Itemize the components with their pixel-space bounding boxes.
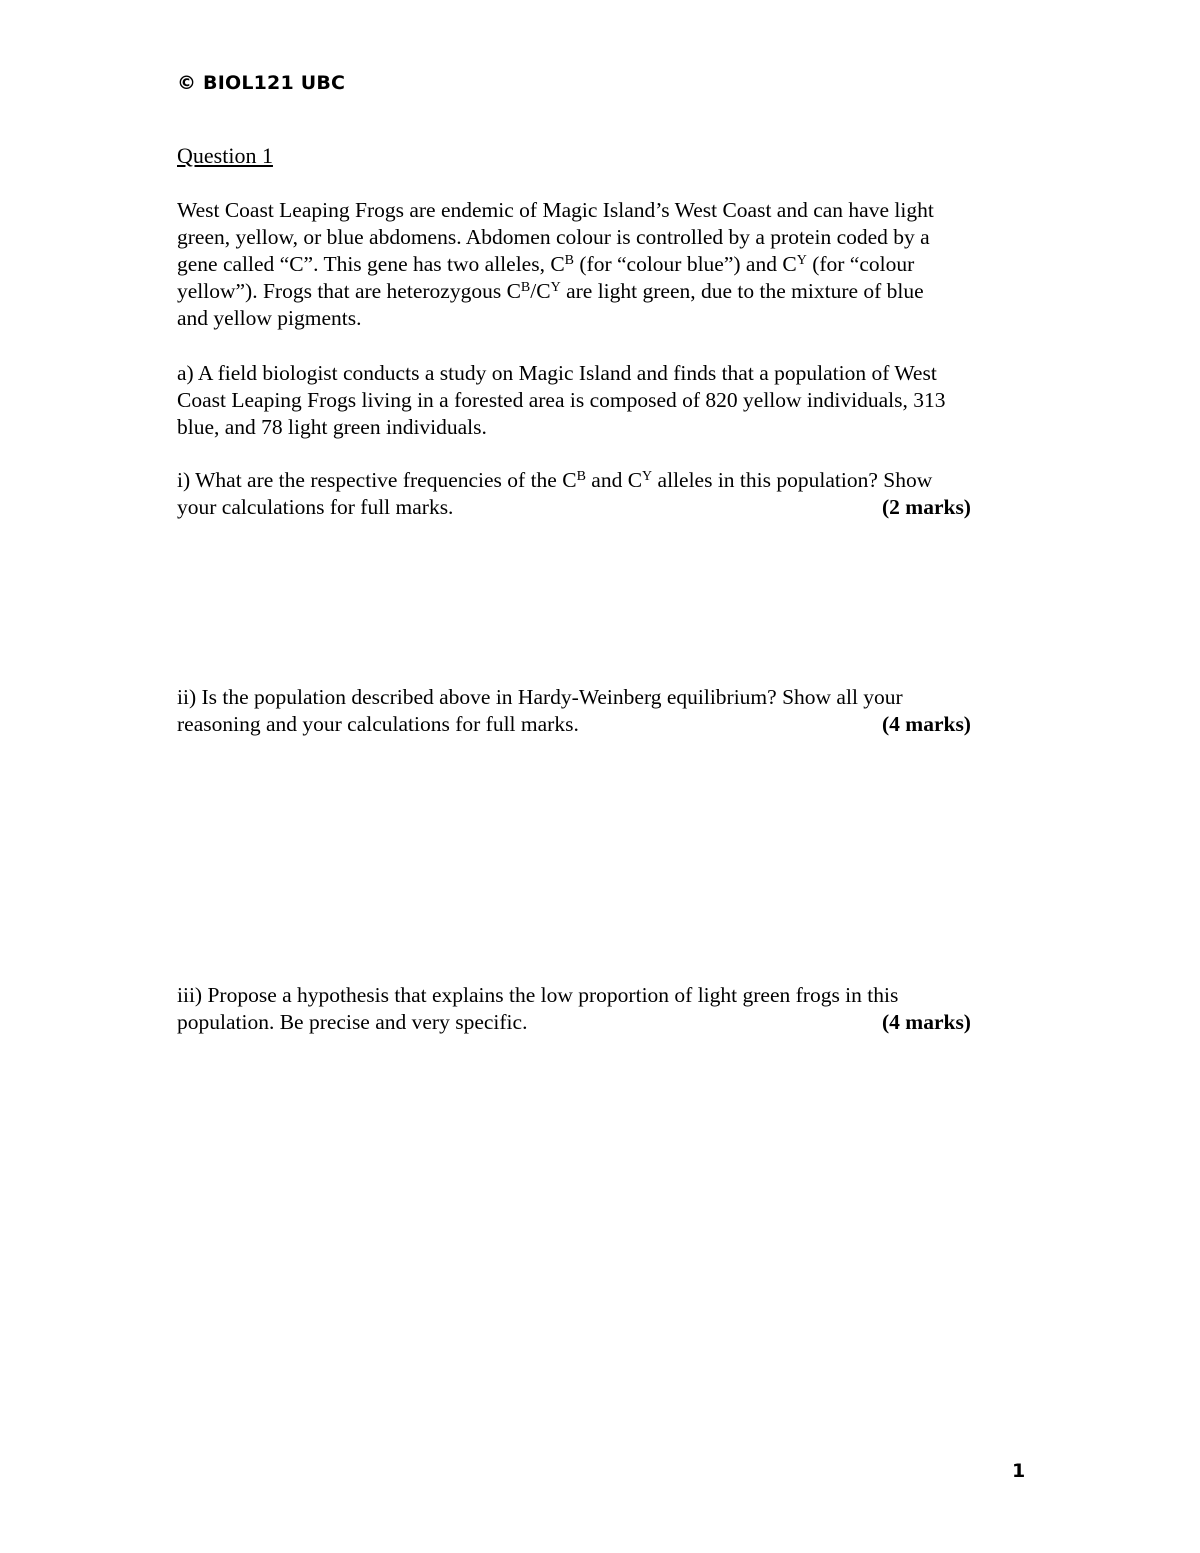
intro-text: (for “colour blue”) and C bbox=[574, 252, 797, 276]
marks-label: (4 marks) bbox=[882, 1010, 971, 1034]
part-a-line: Coast Leaping Frogs living in a forested area is composed of 820 yellow individuals, 313 bbox=[177, 388, 946, 412]
part-i-text: alleles in this population? Show bbox=[652, 468, 933, 492]
course-header: © BIOL121 UBC bbox=[177, 72, 346, 94]
intro-text: (for “colour bbox=[806, 252, 915, 276]
question-intro bbox=[177, 197, 1037, 332]
marks-label: (2 marks) bbox=[882, 495, 971, 519]
part-ii-text: reasoning and your calculations for full marks. bbox=[177, 712, 579, 736]
marks-label: (4 marks) bbox=[882, 712, 971, 736]
intro-text: are light green, due to the mixture of blue bbox=[560, 279, 924, 303]
question-title: Question 1 bbox=[177, 143, 273, 168]
intro-line: and yellow pigments. bbox=[177, 306, 362, 330]
part-iii-line: iii) Propose a hypothesis that explains the low proportion of light green frogs in this bbox=[177, 983, 899, 1007]
part-iii bbox=[177, 982, 1037, 1036]
part-i-text: your calculations for full marks. bbox=[177, 495, 454, 519]
part-i bbox=[177, 467, 1037, 521]
part-ii-line bbox=[177, 711, 1037, 738]
part-i-text: i) What are the respective frequencies of the C bbox=[177, 468, 577, 492]
part-a bbox=[177, 360, 1037, 441]
page-number: 1 bbox=[1012, 1460, 1026, 1482]
allele-superscript: B bbox=[520, 280, 531, 295]
intro-text: gene called “C”. This gene has two alleles, C bbox=[177, 252, 565, 276]
intro-line bbox=[177, 251, 1037, 278]
part-iii-text: population. Be precise and very specific. bbox=[177, 1010, 528, 1034]
part-ii-line: ii) Is the population described above in Hardy-Weinberg equilibrium? Show all your bbox=[177, 685, 903, 709]
allele-superscript: B bbox=[576, 469, 586, 484]
part-i-line bbox=[177, 494, 1037, 521]
allele-superscript: Y bbox=[642, 469, 653, 484]
allele-superscript: Y bbox=[796, 253, 807, 268]
part-a-line: blue, and 78 light green individuals. bbox=[177, 415, 487, 439]
intro-line: West Coast Leaping Frogs are endemic of Magic Island’s West Coast and can have light bbox=[177, 198, 934, 222]
allele-superscript: Y bbox=[550, 280, 561, 295]
part-a-line: a) A field biologist conducts a study on Magic Island and finds that a population of West bbox=[177, 361, 937, 385]
intro-line: green, yellow, or blue abdomens. Abdomen colour is controlled by a protein coded by a bbox=[177, 225, 930, 249]
part-iii-line bbox=[177, 1009, 1037, 1036]
part-i-text: and C bbox=[585, 468, 643, 492]
intro-line bbox=[177, 278, 1037, 305]
part-ii bbox=[177, 684, 1037, 738]
intro-text: /C bbox=[530, 279, 551, 303]
part-i-line bbox=[177, 467, 1037, 494]
intro-text: yellow”). Frogs that are heterozygous C bbox=[177, 279, 521, 303]
allele-superscript: B bbox=[564, 253, 575, 268]
